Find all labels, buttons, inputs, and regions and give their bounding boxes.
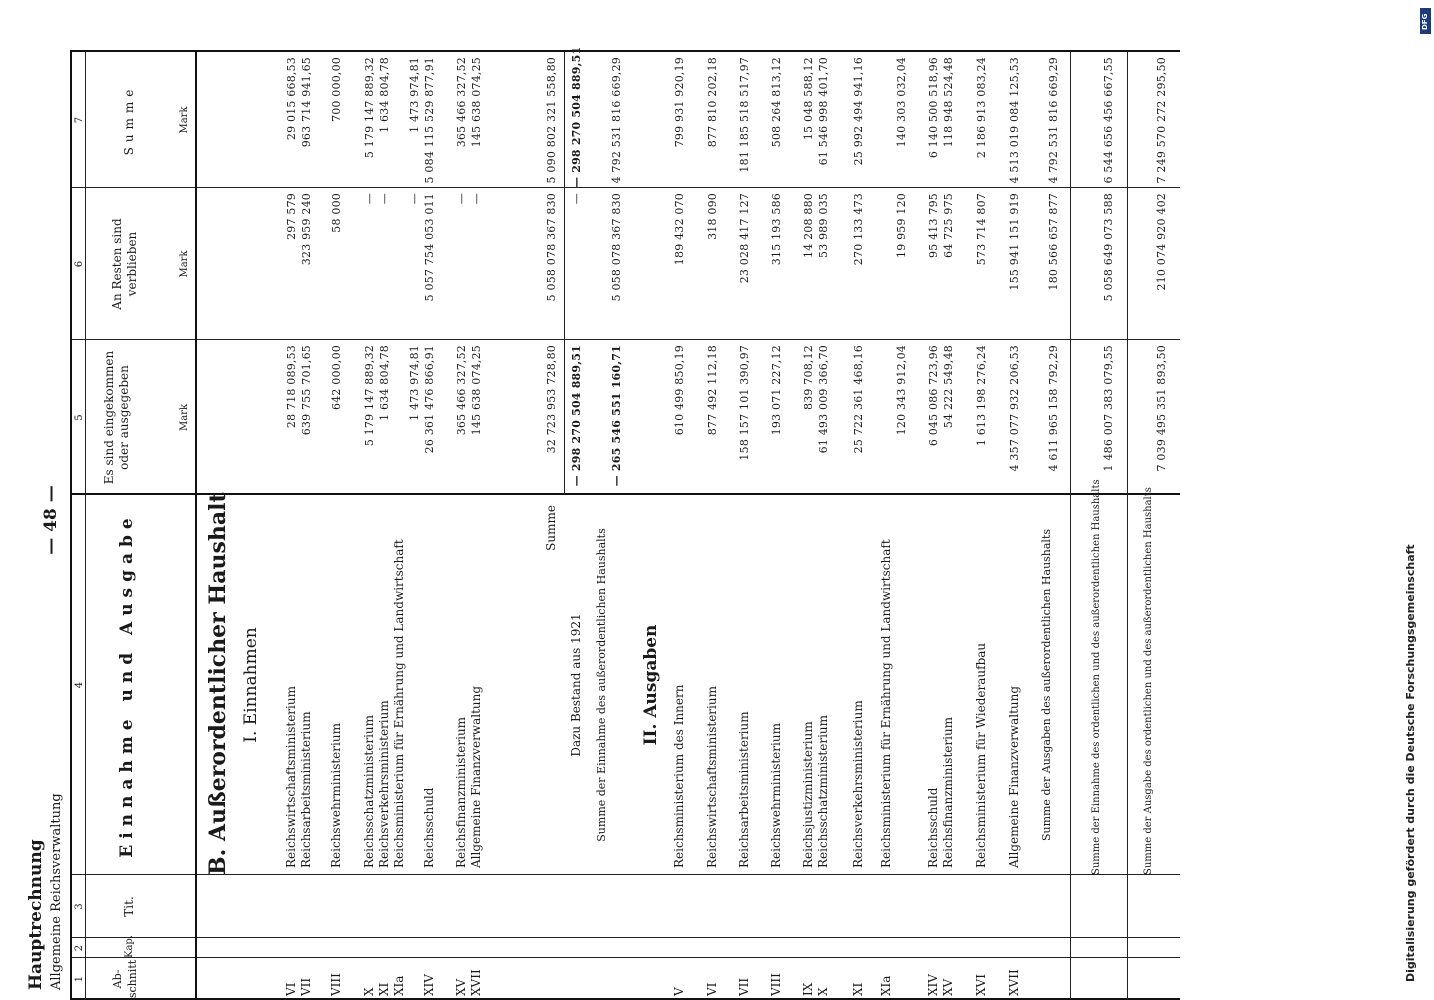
income-name-5: Reichsministerium für Ernährung und Landwirtschaft bbox=[392, 539, 406, 868]
digitization-credit: Digitalisierung gefördert durch die Deutsche Forschungsgemeinschaft bbox=[1404, 544, 1417, 982]
expense-abschnitt-6: XI bbox=[851, 982, 865, 996]
expense-reste-10: 573 714 807 bbox=[975, 193, 988, 266]
ausgabe-total-reste: 210 074 920 402 bbox=[1155, 193, 1168, 291]
expense-summe-10: 2 186 913 083,24 bbox=[975, 57, 988, 159]
expense-reste-4: 14 208 880 bbox=[802, 193, 815, 258]
income-abschnitt-2: VIII bbox=[329, 973, 343, 996]
income-bestand-summe: — 298 270 504 889,51 bbox=[570, 46, 583, 188]
income-title: I. Einnahmen bbox=[241, 627, 261, 743]
income-name-4: Reichsverkehrsministerium bbox=[377, 700, 391, 868]
expense-abschnitt-1: VI bbox=[705, 982, 719, 996]
expense-total-label: Summe der Ausgaben des außerordentlichen Haushalts bbox=[1040, 528, 1053, 842]
income-total-reste: 5 058 078 367 830 bbox=[610, 193, 623, 302]
unit-col7: Mark bbox=[179, 106, 190, 134]
expense-abschnitt-5: X bbox=[816, 987, 830, 996]
income-total-label: Summe der Einnahme des außerordentlichen Haushalts bbox=[595, 528, 608, 842]
page-number: — 48 — bbox=[41, 485, 61, 555]
expense-name-6: Reichsverkehrsministerium bbox=[851, 700, 865, 868]
expense-ausgegeben-7: 120 343 912,04 bbox=[895, 345, 908, 436]
expense-name-8: Reichsschuld bbox=[926, 787, 940, 868]
expense-ausgegeben-6: 25 722 361 468,16 bbox=[852, 345, 865, 454]
rule-income-sum bbox=[564, 52, 565, 495]
expense-title: II. Ausgaben bbox=[641, 624, 661, 746]
income-name-6: Reichsschuld bbox=[422, 787, 436, 868]
income-total-eingekommen: — 265 546 551 160,71 bbox=[610, 345, 623, 487]
einnahme-total-ausgegeben: 1 486 007 383 079,55 bbox=[1102, 345, 1115, 472]
rule-header-bottom bbox=[195, 52, 197, 1000]
header-abschnitt: Ab-schnitt bbox=[111, 959, 139, 999]
expense-name-4: Reichsjustizministerium bbox=[801, 721, 815, 868]
expense-abschnitt-0: V bbox=[672, 987, 686, 996]
expense-summe-6: 25 992 494 941,16 bbox=[852, 57, 865, 166]
income-reste-1: 323 959 240 bbox=[300, 193, 313, 266]
expense-summe-4: 15 048 588,12 bbox=[802, 57, 815, 141]
income-name-3: Reichsschatzministerium bbox=[362, 714, 376, 868]
expense-reste-8: 95 413 795 bbox=[927, 193, 940, 258]
rule-top bbox=[70, 52, 72, 1000]
expense-name-0: Reichsministerium des Innern bbox=[672, 684, 686, 868]
income-eingekommen-6: 26 361 476 866,91 bbox=[423, 345, 436, 454]
header-kap: Kap. bbox=[124, 934, 135, 958]
income-abschnitt-7: XV bbox=[454, 978, 468, 996]
header-title: Hauptrechnung bbox=[26, 839, 46, 990]
expense-ausgegeben-11: 4 357 077 932 206,53 bbox=[1008, 345, 1021, 472]
expense-abschnitt-9: XV bbox=[941, 978, 955, 996]
dfg-logo bbox=[1420, 8, 1431, 34]
income-reste-8: — bbox=[470, 193, 483, 205]
income-name-1: Reichsarbeitsministerium bbox=[299, 711, 313, 868]
expense-total-reste: 180 566 657 877 bbox=[1047, 193, 1060, 291]
expense-abschnitt-8: XIV bbox=[926, 974, 940, 996]
expense-total-summe: 4 792 531 816 669,29 bbox=[1047, 57, 1060, 184]
income-summe-reste: 5 058 078 367 830 bbox=[545, 193, 558, 302]
einnahme-total-label: Summe der Einnahme des ordentlichen und des außerordentlichen Haushalts bbox=[1091, 479, 1102, 875]
colnum-7: 7 bbox=[74, 116, 85, 124]
expense-name-11: Allgemeine Finanzverwaltung bbox=[1007, 685, 1021, 868]
expense-name-7: Reichsministerium für Ernährung und Landwirtschaft bbox=[879, 539, 893, 868]
income-name-7: Reichsfinanzministerium bbox=[454, 716, 468, 868]
unit-col5: Mark bbox=[179, 403, 190, 432]
expense-name-2: Reichsarbeitsministerium bbox=[737, 711, 751, 868]
income-eingekommen-3: 5 179 147 889,32 bbox=[363, 345, 376, 447]
expense-summe-3: 508 264 813,12 bbox=[770, 57, 783, 148]
header-summe: Summe bbox=[122, 84, 136, 156]
expense-reste-7: 19 959 120 bbox=[895, 193, 908, 258]
header-tit: Tit. bbox=[122, 896, 136, 917]
dfg-logo-text: DFG bbox=[1421, 13, 1429, 30]
expense-ausgegeben-3: 193 071 227,12 bbox=[770, 345, 783, 436]
rule-expense-total bbox=[1070, 52, 1071, 1000]
header-subtitle: Allgemeine Reichsverwaltung bbox=[49, 793, 64, 990]
expense-summe-8: 6 140 500 518,96 bbox=[927, 57, 940, 159]
expense-name-10: Reichsministerium für Wiederaufbau bbox=[974, 642, 988, 868]
expense-ausgegeben-0: 610 499 850,19 bbox=[673, 345, 686, 436]
expense-reste-6: 270 133 473 bbox=[852, 193, 865, 266]
expense-name-5: Reichsschatzministerium bbox=[816, 714, 830, 868]
expense-summe-11: 4 513 019 084 125,53 bbox=[1008, 57, 1021, 184]
income-eingekommen-8: 145 638 074,25 bbox=[470, 345, 483, 436]
expense-reste-1: 318 090 bbox=[706, 193, 719, 240]
expense-reste-2: 23 028 417 127 bbox=[738, 193, 751, 284]
expense-name-9: Reichsfinanzministerium bbox=[941, 716, 955, 868]
expense-ausgegeben-5: 61 493 009 366,70 bbox=[817, 345, 830, 454]
expense-abschnitt-2: VII bbox=[737, 977, 751, 996]
expense-reste-11: 155 941 151 919 bbox=[1008, 193, 1021, 291]
colnum-6: 6 bbox=[74, 260, 85, 268]
income-abschnitt-1: VII bbox=[299, 977, 313, 996]
expense-abschnitt-7: XIa bbox=[879, 975, 893, 996]
income-summe-6: 5 084 115 529 877,91 bbox=[423, 57, 436, 184]
expense-summe-9: 118 948 524,48 bbox=[942, 57, 955, 148]
expense-ausgegeben-10: 1 613 198 276,24 bbox=[975, 345, 988, 447]
einnahme-total-reste: 5 058 649 073 588 bbox=[1102, 193, 1115, 302]
expense-name-3: Reichswehrministerium bbox=[769, 723, 783, 868]
income-name-2: Reichswehrministerium bbox=[329, 723, 343, 868]
rule-right bbox=[70, 50, 1180, 52]
header-einnahme-ausgabe: Einnahme und Ausgabe bbox=[117, 512, 137, 858]
colnum-4: 4 bbox=[74, 681, 85, 689]
income-abschnitt-8: XVII bbox=[469, 969, 483, 996]
income-summe-1: 963 714 941,65 bbox=[300, 57, 313, 148]
ausgabe-total-ausgegeben: 7 039 495 351 893,50 bbox=[1155, 345, 1168, 472]
income-summe-0: 29 015 668,53 bbox=[285, 57, 298, 141]
income-reste-5: — bbox=[408, 193, 421, 205]
income-abschnitt-4: XI bbox=[377, 982, 391, 996]
ausgabe-total-label: Summe der Ausgabe des ordentlichen und des außerordentlichen Haushalts bbox=[1143, 487, 1154, 875]
income-eingekommen-4: 1 634 804,78 bbox=[378, 345, 391, 421]
section-title: B. Außerordentlicher Haushalt bbox=[205, 492, 231, 875]
ausgabe-total-summe: 7 249 570 272 295,50 bbox=[1155, 57, 1168, 184]
expense-ausgegeben-8: 6 045 086 723,96 bbox=[927, 345, 940, 447]
income-summe-label: Summe bbox=[544, 505, 558, 551]
expense-abschnitt-11: XVII bbox=[1007, 969, 1021, 996]
income-abschnitt-6: XIV bbox=[422, 974, 436, 996]
colnum-2: 2 bbox=[74, 944, 85, 952]
rule-col3 bbox=[70, 874, 1180, 875]
income-abschnitt-3: X bbox=[362, 987, 376, 996]
income-name-0: Reichswirtschaftsministerium bbox=[284, 686, 298, 868]
rule-col1 bbox=[70, 957, 1180, 958]
expense-total-ausgegeben: 4 611 965 158 792,29 bbox=[1047, 345, 1060, 472]
rule-col2 bbox=[70, 937, 1180, 938]
expense-ausgegeben-9: 54 222 549,48 bbox=[942, 345, 955, 429]
expense-summe-0: 799 931 920,19 bbox=[673, 57, 686, 148]
income-name-8: Allgemeine Finanzverwaltung bbox=[469, 685, 483, 868]
income-bestand-eingekommen: — 298 270 504 889,51 bbox=[570, 345, 583, 487]
expense-summe-2: 181 185 518 517,97 bbox=[738, 57, 751, 173]
expense-reste-3: 315 193 586 bbox=[770, 193, 783, 266]
income-total-summe: 4 792 531 816 669,29 bbox=[610, 57, 623, 184]
income-summe-7: 365 466 327,52 bbox=[455, 57, 468, 148]
income-reste-3: — bbox=[363, 193, 376, 205]
income-eingekommen-2: 642 000,00 bbox=[330, 345, 343, 410]
income-summe-8: 145 638 074,25 bbox=[470, 57, 483, 148]
colnum-3: 3 bbox=[74, 903, 85, 910]
expense-name-1: Reichswirtschaftsministerium bbox=[705, 686, 719, 868]
income-summe-2: 700 000,00 bbox=[330, 57, 343, 122]
expense-abschnitt-4: IX bbox=[801, 982, 815, 996]
rule-einnahme-total bbox=[1127, 52, 1128, 1000]
income-reste-2: 58 000 bbox=[330, 193, 343, 233]
einnahme-total-summe: 6 544 656 456 667,55 bbox=[1102, 57, 1115, 184]
income-reste-7: — bbox=[455, 193, 468, 205]
expense-summe-1: 877 810 202,18 bbox=[706, 57, 719, 148]
income-summe-4: 1 634 804,78 bbox=[378, 57, 391, 133]
income-reste-0: 297 579 bbox=[285, 193, 298, 240]
header-eingekommen: Es sind eingekommen oder ausgegeben bbox=[102, 350, 131, 485]
income-eingekommen-1: 639 755 701,65 bbox=[300, 345, 313, 436]
expense-abschnitt-10: XVI bbox=[974, 974, 988, 996]
expense-reste-5: 53 989 035 bbox=[817, 193, 830, 258]
ledger-table bbox=[26, 46, 1180, 1000]
expense-ausgegeben-4: 839 708,12 bbox=[802, 345, 815, 410]
income-reste-4: — bbox=[378, 193, 391, 205]
header-reste: An Resten sind verblieben bbox=[110, 218, 139, 310]
expense-reste-0: 189 432 070 bbox=[673, 193, 686, 266]
income-summe-eingekommen: 32 723 953 728,80 bbox=[545, 345, 558, 454]
income-abschnitt-5: XIa bbox=[392, 975, 406, 996]
unit-col6: Mark bbox=[179, 250, 190, 278]
income-eingekommen-0: 28 718 089,53 bbox=[285, 345, 298, 429]
income-reste-6: 5 057 754 053 011 bbox=[423, 193, 436, 302]
income-abschnitt-0: VI bbox=[284, 982, 298, 996]
income-eingekommen-7: 365 466 327,52 bbox=[455, 345, 468, 436]
income-summe-summe: 5 090 802 321 558,80 bbox=[545, 57, 558, 184]
colnum-5: 5 bbox=[74, 414, 85, 421]
colnum-1: 1 bbox=[74, 975, 85, 983]
expense-summe-7: 140 303 032,04 bbox=[895, 57, 908, 148]
income-bestand-reste: — bbox=[570, 193, 583, 205]
income-summe-5: 1 473 974,81 bbox=[408, 57, 421, 133]
income-summe-3: 5 179 147 889,32 bbox=[363, 57, 376, 159]
income-eingekommen-5: 1 473 974,81 bbox=[408, 345, 421, 421]
expense-summe-5: 61 546 998 401,70 bbox=[817, 57, 830, 166]
income-bestand-label: Dazu Bestand aus 1921 bbox=[569, 613, 583, 757]
expense-abschnitt-3: VIII bbox=[769, 973, 783, 996]
expense-reste-9: 64 725 975 bbox=[942, 193, 955, 258]
expense-ausgegeben-2: 158 157 101 390,97 bbox=[738, 345, 751, 461]
expense-ausgegeben-1: 877 492 112,18 bbox=[706, 345, 719, 436]
